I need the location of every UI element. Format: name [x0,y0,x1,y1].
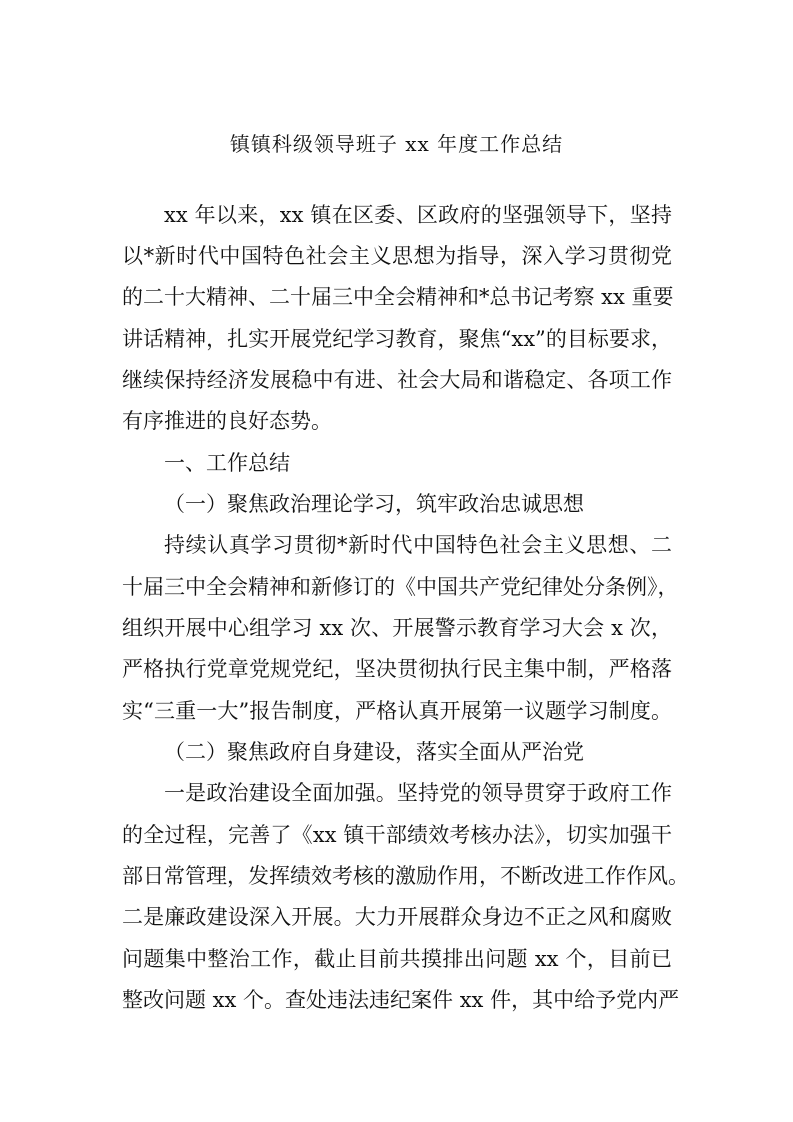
paragraph-line: 有序推进的良好态势。 [122,409,332,433]
paragraph-line: 的全过程，完善了《xx 镇干部绩效考核办法》，切实加强干 [122,823,672,847]
paragraph-line: 实“三重一大”报告制度，严格认真开展第一议题学习制度。 [122,699,672,723]
paragraph-line: 整改问题 xx 个。查处违法违纪案件 xx 件，其中给予党内严 [122,988,680,1012]
paragraph-line: 一是政治建设全面加强。坚持党的领导贯穿于政府工作 [164,781,672,805]
subsection-heading: （一）聚焦政治理论学习，筑牢政治忠诚思想 [164,492,584,516]
paragraph-line: 严格执行党章党规党纪，坚决贯彻执行民主集中制，严格落 [122,657,672,681]
paragraph-line: 讲话精神，扎实开展党纪学习教育，聚焦“xx”的目标要求， [122,327,672,351]
paragraph-line: 二是廉政建设深入开展。大力开展群众身边不正之风和腐败 [122,905,672,929]
paragraph-line: 以*新时代中国特色社会主义思想为指导，深入学习贯彻党 [122,244,672,268]
paragraph-line: 持续认真学习贯彻*新时代中国特色社会主义思想、二 [164,533,672,557]
paragraph-line: 问题集中整治工作，截止目前共摸排出问题 xx 个，目前已 [122,947,672,971]
paragraph-line: 继续保持经济发展稳中有进、社会大局和谐稳定、各项工作 [122,368,672,392]
subsection-heading: （二）聚焦政府自身建设，落实全面从严治党 [164,740,584,764]
paragraph-line: xx 年以来，xx 镇在区委、区政府的坚强领导下，坚持 [164,203,672,227]
paragraph-line: 部日常管理，发挥绩效考核的激励作用，不断改进工作作风。 [122,864,689,888]
section-heading: 一、工作总结 [164,451,290,475]
paragraph-line: 十届三中全会精神和新修订的《中国共产党纪律处分条例》， [122,575,679,599]
paragraph-line: 的二十大精神、二十届三中全会精神和*总书记考察 xx 重要 [122,285,674,309]
paragraph-line: 组织开展中心组学习 xx 次、开展警示教育学习大会 x 次， [122,616,672,640]
document-title: 镇镇科级领导班子 xx 年度工作总结 [229,132,564,156]
